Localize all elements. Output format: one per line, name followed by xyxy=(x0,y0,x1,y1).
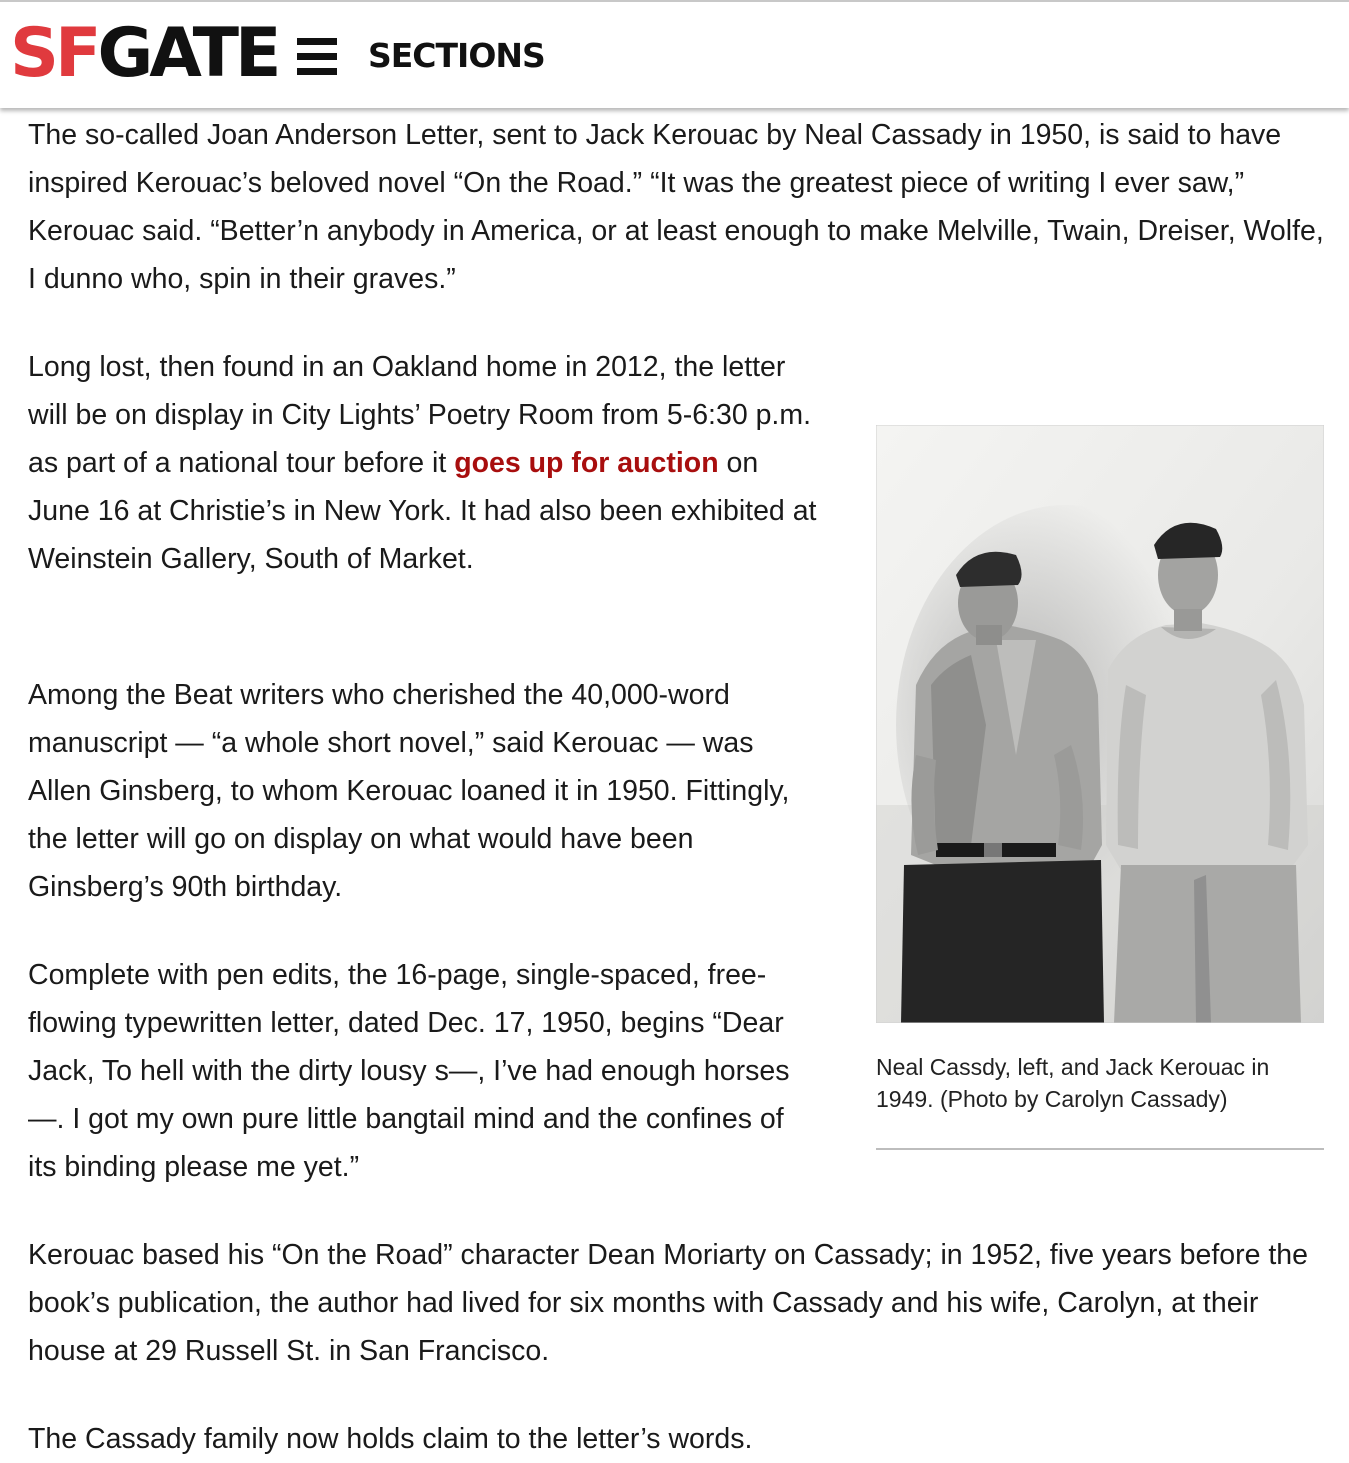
article-paragraph-6: The Cassady family now holds claim to the letter’s words. xyxy=(28,1423,753,1455)
article-paragraph-5: Kerouac based his “On the Road” character Dean Moriarty on Cassady; in 1952, five years before the book’s publication, the author had lived for six months with Cassady and his wife, Carolyn, at their house at 29 Russell St. in San Francisco. xyxy=(28,1239,1309,1367)
article-paragraph-1: The so-called Joan Anderson Letter, sent to Jack Kerouac by Neal Cassady in 1950, is said to have inspired Kerouac’s beloved novel “On the Road.” “It was the greatest piece of writing I ever saw,” Kerouac said. “Better’n anybody in America, or at least enough to make Melville, Twain, Dreiser, Wolfe, I dunno who, spin in their graves.” xyxy=(28,119,1324,295)
article-paragraph-3: Among the Beat writers who cherished the 40,000-word manuscript — “a whole short novel,” said Kerouac — was Allen Ginsberg, to whom Kerouac loaned it in 1950. Fittingly, the letter will go on display on what would have been Ginsberg’s 90th birthday. xyxy=(28,679,790,903)
article-paragraph-4: Complete with pen edits, the 16-page, single-spaced, free-flowing typewritten letter, dated Dec. 17, 1950, begins “Dear Jack, To hell with the dirty lousy s—, I’ve had enough horses—. I got my own pure little bangtail mind and the confines of its binding please me yet.” xyxy=(28,959,790,1183)
photo-caption: Neal Cassdy, left, and Jack Kerouac in 1949. (Photo by Carolyn Cassady) xyxy=(876,1054,1270,1112)
paragraph-text: on June 16 at Christie’s in New York. It had also been exhibited at Weinstein Gallery, South of Market. xyxy=(28,447,817,575)
sections-button[interactable]: SECTIONS xyxy=(368,36,545,75)
site-header xyxy=(0,0,1349,108)
article-figure xyxy=(876,425,1324,1115)
figure-divider xyxy=(876,1148,1324,1150)
article-paragraph-2 xyxy=(28,343,818,583)
logo-sf: SF xyxy=(10,14,98,93)
menu-bar xyxy=(297,68,337,75)
cassady-kerouac-photo[interactable] xyxy=(876,425,1324,1023)
logo-gate: GATE xyxy=(97,14,278,93)
hamburger-menu-icon[interactable] xyxy=(293,36,341,78)
auction-link[interactable]: goes up for auction xyxy=(454,447,719,479)
menu-bar xyxy=(297,53,337,60)
menu-bar xyxy=(297,38,337,45)
paragraph-text: Long lost, then found in an Oakland home in 2012, the letter will be on display in City Lights’ Poetry Room from 5-6:30 p.m. as part of a national tour before it xyxy=(28,351,812,479)
sfgate-logo[interactable] xyxy=(10,14,278,93)
